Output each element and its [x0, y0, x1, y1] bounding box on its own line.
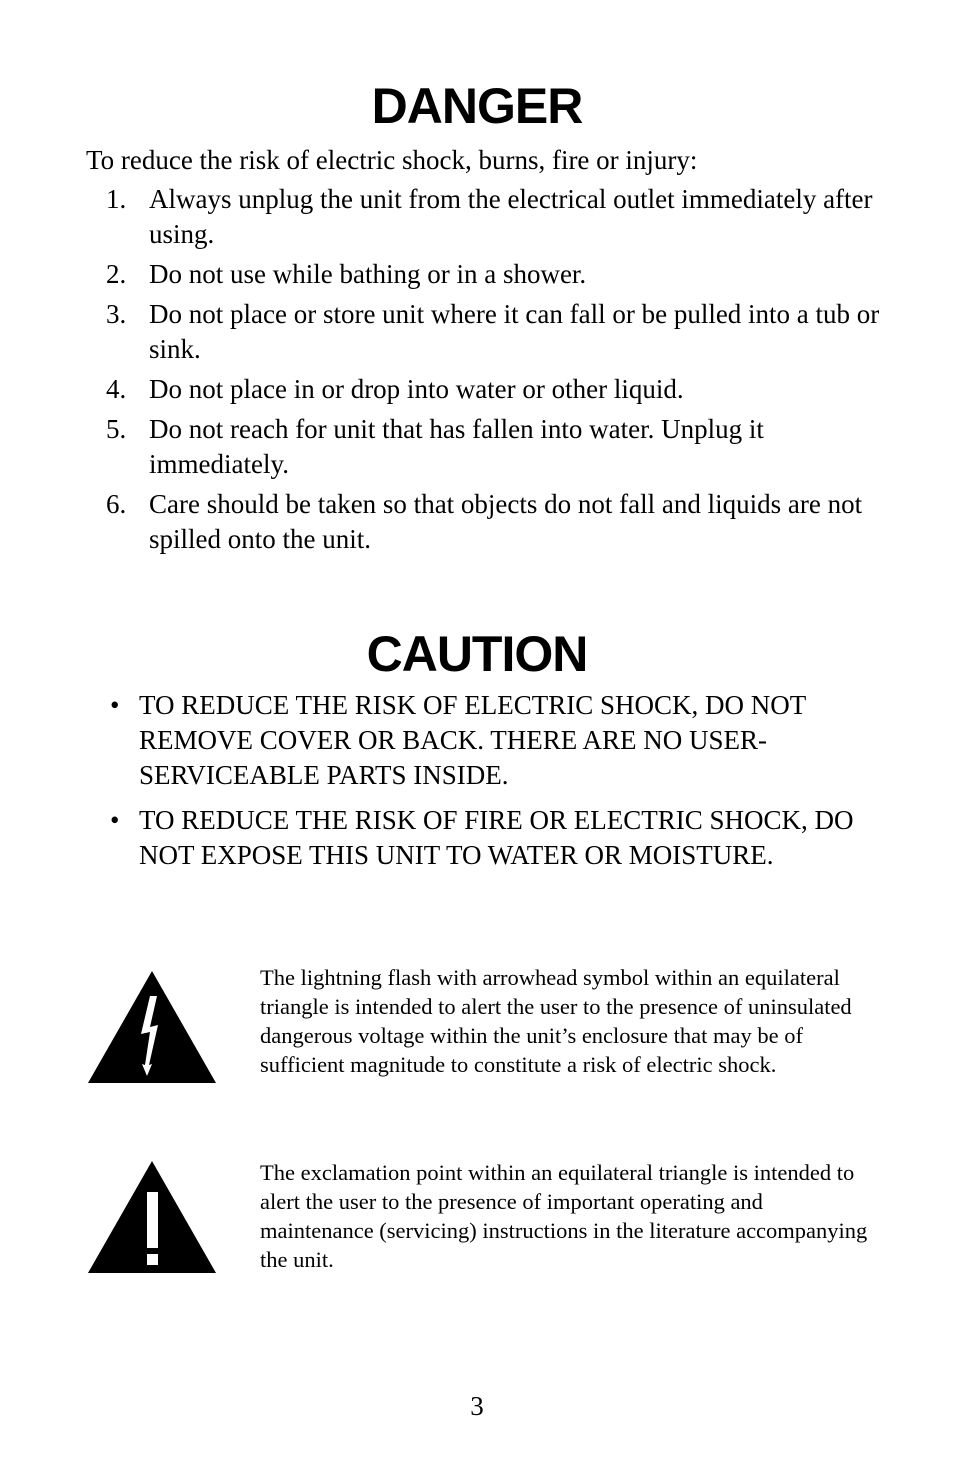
item-text: Do not place in or drop into water or other liquid. [149, 374, 684, 404]
exclamation-triangle-icon [86, 1158, 218, 1274]
lightning-symbol-description: The lightning flash with arrowhead symbol within an equilateral triangle is intended to alert the user to the presence of uninsulated dangerous voltage within the unit’s enclosure that may be of sufficient magnitude to constitute a risk of electric shock. [260, 965, 852, 1077]
caution-list [0, 688, 954, 883]
bullet-icon: • [110, 690, 120, 720]
danger-list [0, 182, 954, 562]
caution-heading: CAUTION [366, 626, 588, 682]
bullet-icon: • [110, 805, 120, 835]
item-number: 6. [106, 489, 127, 519]
lightning-triangle-icon [86, 968, 218, 1084]
item-number: 2. [106, 259, 127, 289]
list-item [0, 182, 889, 252]
item-number: 3. [106, 299, 127, 329]
list-item [0, 257, 889, 292]
list-item [0, 487, 889, 557]
item-text: Always unplug the unit from the electrical outlet immediately after using. [149, 184, 873, 249]
danger-heading: DANGER [371, 78, 583, 134]
list-item [0, 688, 859, 793]
item-text: TO REDUCE THE RISK OF ELECTRIC SHOCK, DO NOT REMOVE COVER OR BACK. THERE ARE NO USER-SERVICEABLE PARTS INSIDE. [139, 690, 806, 790]
item-text: Do not place or store unit where it can fall or be pulled into a tub or sink. [149, 299, 880, 364]
list-item [0, 297, 889, 367]
list-item [0, 372, 889, 407]
item-text: Do not reach for unit that has fallen into water. Unplug it immediately. [149, 414, 764, 479]
item-text: TO REDUCE THE RISK OF FIRE OR ELECTRIC SHOCK, DO NOT EXPOSE THIS UNIT TO WATER OR MOISTURE. [139, 805, 854, 870]
item-number: 1. [106, 184, 127, 214]
exclamation-symbol-description: The exclamation point within an equilateral triangle is intended to alert the user to the presence of important operating and maintenance (servicing) instructions in the literature accompanying the unit. [260, 1160, 868, 1272]
item-number: 5. [106, 414, 127, 444]
page-number: 3 [470, 1391, 484, 1421]
danger-intro: To reduce the risk of electric shock, burns, fire or injury: [86, 145, 698, 175]
item-text: Do not use while bathing or in a shower. [149, 259, 587, 289]
list-item [0, 412, 889, 482]
list-item [0, 803, 859, 873]
item-text: Care should be taken so that objects do not fall and liquids are not spilled onto the unit. [149, 489, 863, 554]
item-number: 4. [106, 374, 127, 404]
